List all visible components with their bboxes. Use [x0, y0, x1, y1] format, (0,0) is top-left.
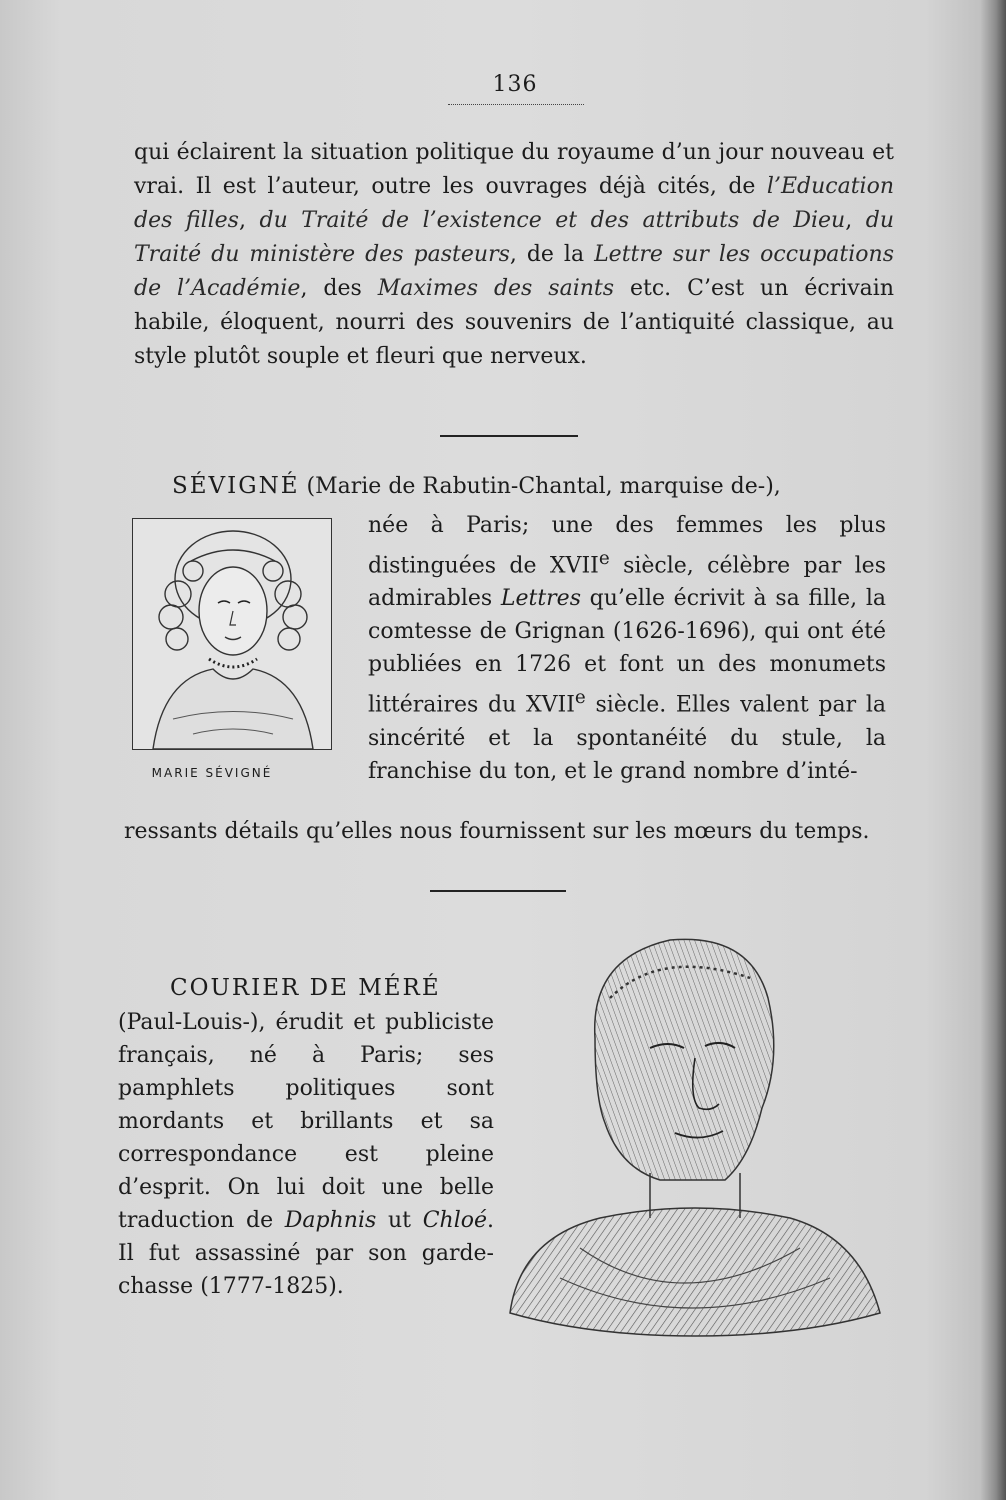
title-chloe: Chloé	[422, 1208, 487, 1233]
sevigne-heading: SÉVIGNÉ (Marie de Rabutin-Chantal, marquise de-),	[172, 473, 781, 499]
section-divider	[440, 435, 578, 437]
portrait-caption: MARIE SÉVIGNÉ	[151, 766, 273, 780]
sevigne-portrait-drawing	[133, 519, 331, 749]
intro-paragraph: qui éclairent la situation politique du royaume d’un jour nouveau et vrai. Il est l’auteur, outre les ouvrages déjà cités, de l’Education des filles, du Traité de l’existence et des attributs de Dieu, du Traité du ministère des pasteurs, de la Lettre sur les occupations de l’Académie, des Maximes des saints etc. C’est un écrivain habile, éloquent, nourri des souvenirs de l’antiquité classique, au style plutôt souple et fleuri que nerveux.	[134, 140, 894, 369]
section-divider	[430, 890, 566, 892]
courier-text: (Paul-Louis-), érudit et publiciste français, né à Paris; ses pamphlets politiques sont mordants et brillants et sa correspondance est pleine d’esprit. On lui doit une belle traduction de Daphnis ut Chloé. Il fut assassiné par son garde-chasse (1777-1825).	[118, 1010, 494, 1299]
title-education: l’Education des filles	[134, 174, 894, 233]
title-traite-existence: du Traité de l’existence et des attributs de Dieu	[259, 208, 846, 233]
title-maximes: Maximes des saints	[377, 276, 615, 301]
sevigne-text: née à Paris; une des femmes les plus distinguées de XVIIe siècle, célèbre par les admirables Lettres qu’elle écrivit à sa fille, la comtesse de Grignan (1626-1696), qui ont été publiées en 1726 et font un des monumets littéraires du XVIIe siècle. Elles valent par la sincérité et la spontanéité du stule, la franchise du ton, et le grand nombre d’inté-	[368, 513, 887, 784]
title-lettre: Lettre sur les occupations de l’Académie	[134, 242, 894, 301]
title-traite-ministere: du Traité du ministère des pasteurs	[134, 208, 894, 267]
title-lettres: Lettres	[500, 586, 581, 612]
sevigne-text-continued: ressants détails qu’elles nous fournissent sur les mœurs du temps.	[124, 819, 870, 844]
page-number-rule	[448, 104, 584, 105]
page-number: 136	[492, 72, 538, 97]
courier-portrait-engraving	[500, 918, 890, 1338]
sevigne-name: SÉVIGNÉ	[172, 473, 300, 499]
title-daphnis: Daphnis	[284, 1208, 377, 1233]
page-spine-shadow	[980, 0, 1006, 1500]
courier-name: COURIER DE MÉRÉ	[170, 975, 441, 1001]
sevigne-portrait	[132, 518, 332, 750]
